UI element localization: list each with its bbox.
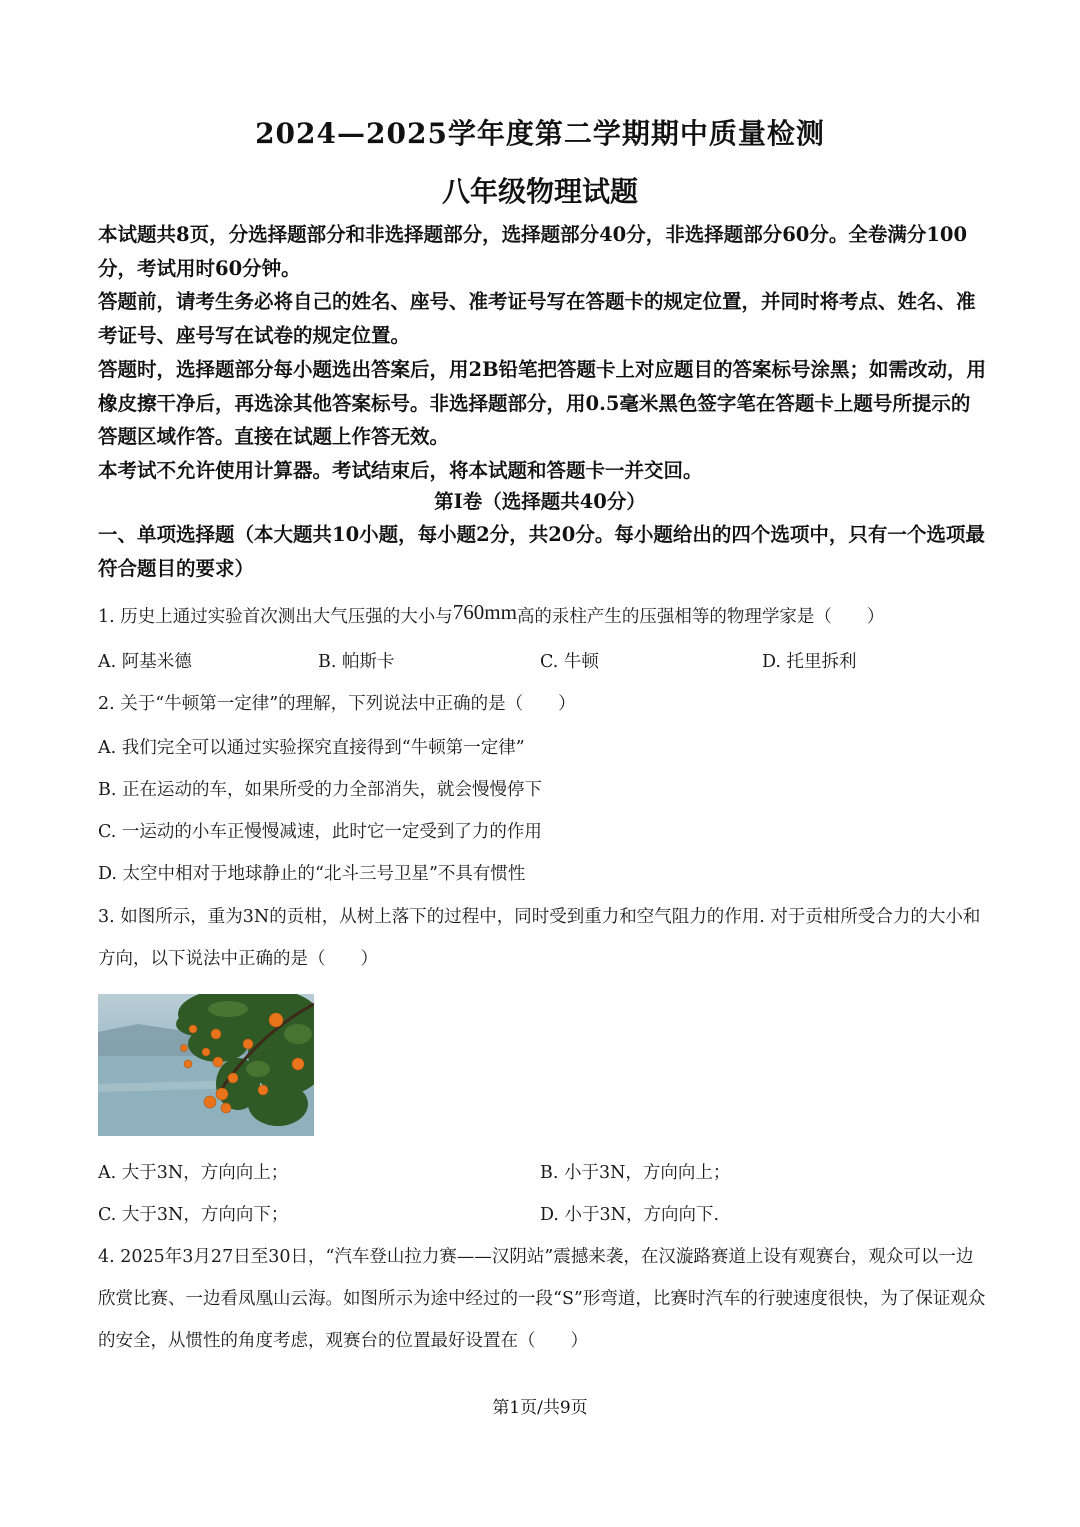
q2-option-a: A. 我们完全可以通过实验探究直接得到“牛顿第一定律” — [98, 738, 525, 758]
q3-option-b: B. 小于3N，方向向上； — [540, 1163, 731, 1183]
question-1-stem — [98, 600, 988, 629]
q2-option-c: C. 一运动的小车正慢慢减速，此时它一定受到了力的作用 — [98, 822, 542, 842]
q1-option-d: D. 托里拆利 — [762, 652, 857, 672]
q3-option-a: A. 大于3N，方向向上； — [98, 1163, 289, 1183]
instructions — [98, 218, 988, 488]
orange-tree-illustration — [98, 994, 314, 1136]
q1-stem-after: 高的汞柱产生的压强相等的物理学家是（ ） — [516, 607, 885, 627]
question-2-stem: 2. 关于“牛顿第一定律”的理解，下列说法中正确的是（ ） — [98, 694, 576, 714]
exam-title: 2024—2025学年度第二学期期中质量检测 — [255, 117, 825, 150]
instruction-item: 本考试不允许使用计算器。考试结束后，将本试题和答题卡一并交回。 — [98, 458, 703, 482]
exam-subtitle: 八年级物理试题 — [441, 175, 638, 208]
q1-option-b: B. 帕斯卡 — [318, 652, 395, 672]
instruction-item: 本试题共8页，分选择题部分和非选择题部分，选择题部分40分，非选择题部分60分。全卷满分100分，考试用时60分钟。 — [98, 223, 968, 280]
instruction-item: 答题时，选择题部分每小题选出答案后，用2B铅笔把答题卡上对应题目的答案标号涂黑；如需改动，用橡皮擦干净后，再选涂其他答案标号。非选择题部分，用0.5毫米黑色签字笔在答题卡上题号所提示的答题区域作答。直接在试题上作答无效。 — [98, 357, 987, 449]
question-4-stem: 4. 2025年3月27日至30日，“汽车登山拉力赛——汉阴站”震撼来袭，在汉漩路赛道上设有观赛台，观众可以一边欣赏比赛、一边看凤凰山云海。如图所示为途中经过的一段“S”形弯道，比赛时汽车的行驶速度很快，为了保证观众的安全，从惯性的角度考虑，观赛台的位置最好设置在（ ） — [98, 1247, 986, 1351]
q1-option-c: C. 牛顿 — [540, 652, 599, 672]
question-3-stem: 3. 如图所示，重为3N的贡柑，从树上落下的过程中，同时受到重力和空气阻力的作用. 对于贡柑所受合力的大小和方向，以下说法中正确的是（ ） — [98, 907, 981, 969]
q3-option-c: C. 大于3N，方向向下； — [98, 1205, 289, 1225]
q2-option-b: B. 正在运动的车，如果所受的力全部消失，就会慢慢停下 — [98, 780, 542, 800]
q3-option-d: D. 小于3N，方向向下. — [540, 1205, 720, 1225]
section-description: 一、单项选择题（本大题共10小题，每小题2分，共20分。每小题给出的四个选项中，只有一个选项最符合题目的要求） — [98, 523, 985, 580]
section-title: 第Ⅰ卷（选择题共40分） — [434, 490, 646, 513]
q1-option-a: A. 阿基米德 — [98, 652, 192, 672]
q1-stem-unit: 760mm — [452, 600, 517, 624]
page-footer: 第1页/共9页 — [492, 1398, 588, 1418]
orange-tree-image — [98, 994, 314, 1136]
instruction-item: 答题前，请考生务必将自己的姓名、座号、准考证号写在答题卡的规定位置，并同时将考点、姓名、准考证号、座号写在试卷的规定位置。 — [98, 290, 976, 348]
q2-option-d: D. 太空中相对于地球静止的“北斗三号卫星”不具有惯性 — [98, 864, 526, 884]
q1-stem-before: 1. 历史上通过实验首次测出大气压强的大小与 — [98, 607, 453, 627]
